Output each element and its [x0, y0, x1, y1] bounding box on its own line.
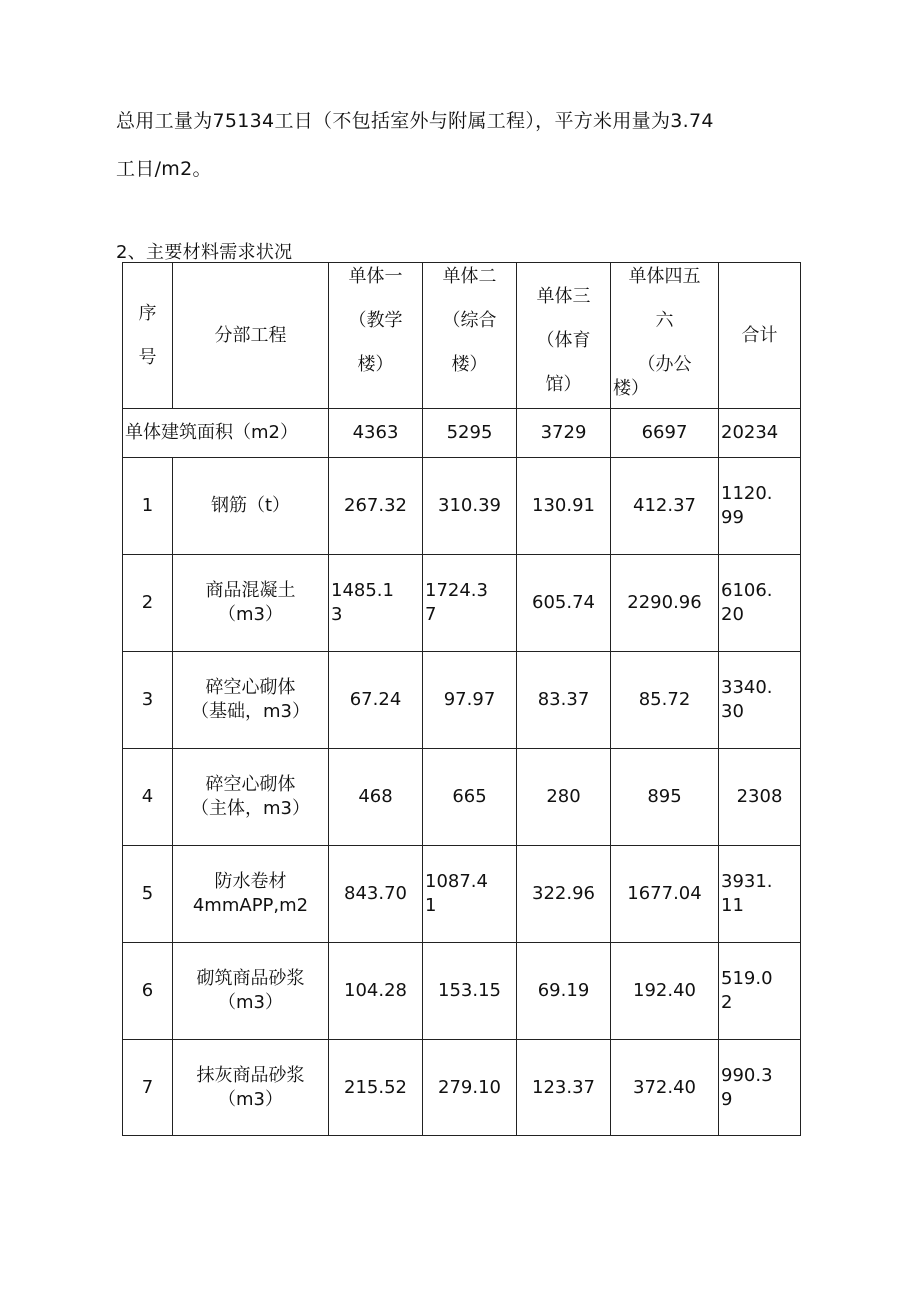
row-unit-1-value-line-1: 67.24 — [349, 689, 402, 710]
header-unit-3 — [517, 263, 611, 409]
table-row — [123, 652, 801, 749]
table-row — [123, 943, 801, 1040]
row-unit-2-value-line-1: 1087.4 — [425, 871, 488, 892]
row-number: 3 — [123, 652, 173, 749]
header-unit-2 — [423, 263, 517, 409]
row-item-name-line-1: 商品混凝土 — [205, 580, 296, 601]
header-seq-line-1: 序 — [138, 302, 157, 324]
row-unit-1-value-line-1: 104.28 — [344, 980, 407, 1001]
row-item-name — [173, 1040, 329, 1136]
header-unit-4-line-2: 六 — [655, 310, 674, 331]
row-item-name — [173, 846, 329, 943]
row-item-name — [173, 555, 329, 652]
header-unit-2-line-3: 楼） — [451, 354, 488, 375]
row-unit-1-value — [329, 846, 423, 943]
row-item-name — [173, 749, 329, 846]
row-unit-4-value: 192.40 — [611, 943, 719, 1040]
header-unit-3-line-3: 馆） — [545, 374, 582, 395]
row-unit-1-value — [329, 555, 423, 652]
table-row — [123, 1040, 801, 1136]
row-unit-2-value-line-2: 7 — [425, 604, 437, 625]
row-item-name — [173, 943, 329, 1040]
row-unit-2-value-line-1: 310.39 — [438, 495, 501, 516]
table-row — [123, 555, 801, 652]
row-item-name-line-2: 4mmAPP,m2 — [192, 895, 309, 916]
row-item-name-line-2: （主体，m3） — [191, 798, 310, 819]
row-unit-2-value — [423, 943, 517, 1040]
row-unit-3-value: 130.91 — [517, 458, 611, 555]
row-unit-2-value-line-1: 665 — [452, 786, 487, 807]
table-row — [123, 846, 801, 943]
row-number: 2 — [123, 555, 173, 652]
row-total-line-2: 2 — [721, 992, 733, 1013]
row-unit-1-value — [329, 652, 423, 749]
header-total: 合计 — [719, 263, 801, 409]
row-unit-1-value — [329, 458, 423, 555]
material-table — [122, 262, 801, 1136]
row-unit-1-value-line-2: 3 — [331, 604, 343, 625]
row-unit-1-value — [329, 943, 423, 1040]
area-unit-1: 4363 — [329, 409, 423, 458]
row-total-line-2: 20 — [721, 604, 744, 625]
header-seq — [123, 263, 173, 409]
row-unit-3-value: 123.37 — [517, 1040, 611, 1136]
area-total: 20234 — [719, 409, 801, 458]
header-unit-3-line-2: （体育 — [536, 330, 591, 351]
section-heading: 2、主要材料需求状况 — [116, 242, 293, 263]
row-number: 6 — [123, 943, 173, 1040]
header-unit-4-line-1: 单体四五 — [628, 266, 701, 287]
row-number: 7 — [123, 1040, 173, 1136]
row-unit-3-value: 69.19 — [517, 943, 611, 1040]
row-item-name-line-2: （m3） — [218, 604, 283, 625]
row-item-name — [173, 458, 329, 555]
row-unit-2-value-line-2: 1 — [425, 895, 437, 916]
row-total-line-1: 990.3 — [721, 1064, 773, 1086]
header-unit-4-line-4: 楼） — [613, 378, 649, 399]
row-item-name — [173, 652, 329, 749]
row-unit-2-value — [423, 749, 517, 846]
header-unit-2-line-2: （综合 — [442, 310, 497, 331]
row-total-line-1: 519.0 — [721, 968, 773, 989]
row-number: 1 — [123, 458, 173, 555]
row-total-line-2: 30 — [721, 701, 744, 722]
row-unit-1-value — [329, 749, 423, 846]
row-unit-2-value-line-1: 279.10 — [438, 1076, 501, 1098]
row-total — [719, 458, 801, 555]
row-item-name-line-1: 碎空心砌体 — [205, 774, 296, 795]
row-unit-2-value — [423, 846, 517, 943]
row-unit-2-value — [423, 1040, 517, 1136]
row-total — [719, 1040, 801, 1136]
row-item-name-line-2: （基础，m3） — [191, 701, 310, 722]
header-item: 分部工程 — [173, 263, 329, 409]
row-unit-2-value-line-1: 1724.3 — [425, 580, 488, 601]
row-unit-3-value: 280 — [517, 749, 611, 846]
area-row — [123, 409, 801, 458]
table-row — [123, 458, 801, 555]
row-total-line-1: 6106. — [721, 580, 773, 601]
row-total-line-1: 3931. — [721, 871, 773, 892]
row-item-name-line-1: 抹灰商品砂浆 — [196, 1064, 305, 1086]
row-number: 4 — [123, 749, 173, 846]
header-row — [123, 263, 801, 409]
row-item-name-line-1: 防水卷材 — [214, 871, 287, 892]
row-total — [719, 749, 801, 846]
row-item-name-line-1: 砌筑商品砂浆 — [196, 968, 305, 989]
row-unit-3-value: 605.74 — [517, 555, 611, 652]
header-unit-2-line-1: 单体二 — [442, 266, 497, 287]
row-unit-4-value: 1677.04 — [611, 846, 719, 943]
row-total-line-2: 9 — [721, 1088, 733, 1110]
row-unit-2-value — [423, 555, 517, 652]
header-unit-4 — [611, 263, 719, 409]
row-total — [719, 846, 801, 943]
row-unit-1-value-line-1: 843.70 — [344, 883, 407, 904]
row-unit-1-value-line-1: 215.52 — [344, 1076, 407, 1098]
row-unit-4-value: 412.37 — [611, 458, 719, 555]
row-unit-4-value: 85.72 — [611, 652, 719, 749]
row-unit-2-value — [423, 458, 517, 555]
intro-line-2: 工日/m2。 — [116, 158, 212, 180]
row-total-line-1: 1120. — [721, 483, 773, 504]
row-unit-2-value — [423, 652, 517, 749]
area-label: 单体建筑面积（m2） — [123, 409, 329, 458]
row-unit-3-value: 322.96 — [517, 846, 611, 943]
row-item-name-line-1: 碎空心砌体 — [205, 677, 296, 698]
header-unit-1 — [329, 263, 423, 409]
row-unit-1-value-line-1: 267.32 — [344, 495, 407, 516]
row-total-line-1: 2308 — [736, 786, 783, 807]
header-unit-1-line-3: 楼） — [357, 354, 394, 375]
row-unit-1-value-line-1: 1485.1 — [331, 580, 394, 601]
row-total-line-1: 3340. — [721, 677, 773, 698]
row-number: 5 — [123, 846, 173, 943]
header-unit-1-line-1: 单体一 — [348, 266, 403, 287]
row-unit-4-value: 895 — [611, 749, 719, 846]
row-unit-1-value-line-1: 468 — [358, 786, 393, 807]
row-item-name-line-2: （m3） — [218, 992, 283, 1013]
area-unit-2: 5295 — [423, 409, 517, 458]
row-unit-4-value: 2290.96 — [611, 555, 719, 652]
row-item-name-line-2: （m3） — [218, 1088, 283, 1110]
header-unit-3-line-1: 单体三 — [536, 286, 591, 307]
row-unit-4-value: 372.40 — [611, 1040, 719, 1136]
area-unit-3: 3729 — [517, 409, 611, 458]
table-row — [123, 749, 801, 846]
area-unit-4: 6697 — [611, 409, 719, 458]
header-unit-1-line-2: （教学 — [348, 310, 403, 331]
row-total — [719, 652, 801, 749]
row-unit-3-value: 83.37 — [517, 652, 611, 749]
row-item-name-line-1: 钢筋（t） — [210, 495, 291, 516]
row-unit-2-value-line-1: 153.15 — [438, 980, 501, 1001]
row-total — [719, 555, 801, 652]
row-total-line-2: 99 — [721, 507, 744, 528]
row-unit-2-value-line-1: 97.97 — [443, 689, 496, 710]
row-unit-1-value — [329, 1040, 423, 1136]
row-total-line-2: 11 — [721, 895, 744, 916]
intro-line-1: 总用工量为75134工日（不包括室外与附属工程），平方米用量为3.74 — [116, 110, 714, 132]
row-total — [719, 943, 801, 1040]
header-seq-line-2: 号 — [138, 346, 157, 368]
header-unit-4-line-3: （办公 — [637, 354, 692, 375]
